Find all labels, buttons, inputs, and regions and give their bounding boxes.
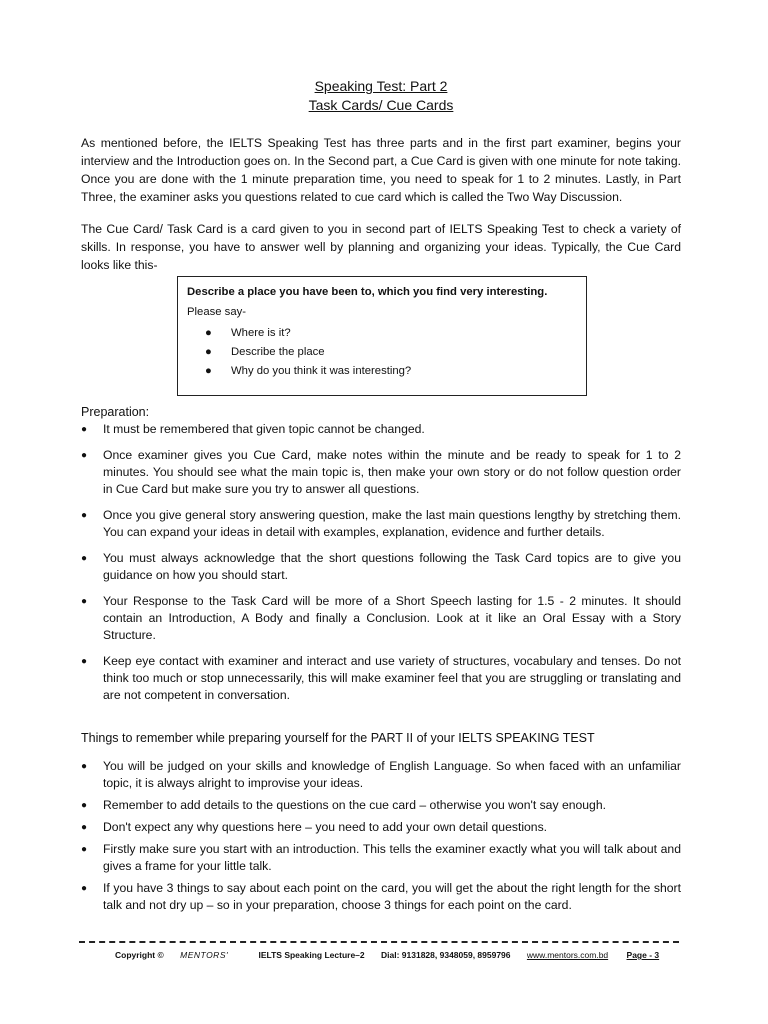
bullet-icon: ●	[81, 553, 88, 564]
page-title: Speaking Test: Part 2	[314, 78, 448, 94]
cue-card-item	[187, 324, 577, 343]
cue-card-item-text: Why do you think it was interesting?	[231, 365, 412, 377]
things-item	[81, 841, 681, 875]
cue-card-item-text: Where is it?	[231, 327, 291, 339]
preparation-item-text: Keep eye contact with examiner and interact and use variety of structures, vocabulary and tenses. Do not think too much or stop unnecessarily, this will make examiner feel that you are struggling or translating and are not competent in conversation.	[103, 654, 681, 702]
cue-card-item	[187, 362, 577, 381]
things-item	[81, 797, 681, 814]
bullet-icon: ●	[81, 822, 88, 833]
things-item-text: Remember to add details to the questions on the cue card – otherwise you won't say enough.	[103, 798, 606, 812]
bullet-icon: ●	[81, 800, 88, 811]
preparation-item	[81, 421, 681, 438]
footer-dial: Dial: 9131828, 9348059, 8959796	[381, 950, 511, 960]
cue-card-box	[177, 276, 587, 396]
footer-lecture: IELTS Speaking Lecture–2	[258, 950, 365, 960]
footer-page-number: Page - 3	[626, 950, 660, 960]
footer-divider	[79, 941, 679, 943]
cue-card-list	[187, 324, 577, 381]
footer-brand-logo: MENTORS'	[180, 950, 229, 960]
preparation-item-text: It must be remembered that given topic cannot be changed.	[103, 422, 425, 436]
intro-paragraph: As mentioned before, the IELTS Speaking Test has three parts and in the first part examiner, begins your interview and the Introduction goes on. In the Second part, a Cue Card is given with one minute for note taking. Once you are done with the 1 minute preparation time, you need to speak for 1 to 2 minutes. Lastly, in Part Three, the examiner asks you questions related to cue card which is called the Two Way Discussion.	[81, 136, 681, 204]
cue-card-item-text: Describe the place	[231, 346, 325, 358]
bullet-icon: ●	[81, 844, 88, 855]
bullet-icon: ●	[81, 656, 88, 667]
preparation-item-text: You must always acknowledge that the short questions following the Task Card topics are to give you guidance on how you should start.	[103, 551, 681, 582]
bullet-icon: ●	[205, 346, 212, 358]
things-item-text: You will be judged on your skills and knowledge of English Language. So when faced with an unfamiliar topic, it is always alright to improvise your ideas.	[103, 759, 681, 790]
preparation-item-text: Once examiner gives you Cue Card, make notes within the minute and be ready to speak for 1 to 2 minutes. You should see what the main topic is, then make your own story or do not follow question order in Cue Card but make sure you try to answer all questions.	[103, 448, 681, 496]
preparation-item	[81, 593, 681, 644]
preparation-item	[81, 653, 681, 704]
bullet-icon: ●	[205, 327, 212, 339]
things-item-text: Firstly make sure you start with an introduction. This tells the examiner exactly what you will talk about and gives a frame for your little talk.	[103, 842, 681, 873]
preparation-heading: Preparation:	[81, 405, 150, 419]
preparation-item	[81, 507, 681, 541]
bullet-icon: ●	[81, 424, 88, 435]
footer-copyright	[115, 950, 242, 960]
things-item-text: Don't expect any why questions here – you need to add your own detail questions.	[103, 820, 548, 834]
things-to-remember-heading: Things to remember while preparing yourself for the PART II of your IELTS SPEAKING TEST	[81, 731, 595, 745]
preparation-item	[81, 447, 681, 498]
preparation-item-text: Your Response to the Task Card will be more of a Short Speech lasting for 1.5 - 2 minutes. It should contain an Introduction, A Body and finally a Conclusion. Look at it like an Oral Essay with a Story Structure.	[103, 594, 681, 642]
things-item	[81, 819, 681, 836]
preparation-item-text: Once you give general story answering question, make the last main questions lengthy by stretching them. You can expand your ideas in detail with examples, explanation, evidence and further details.	[103, 508, 681, 539]
cue-card-heading: Describe a place you have been to, which you find very interesting.	[187, 286, 548, 298]
preparation-list	[81, 421, 681, 713]
footer-copyright-text: Copyright ©	[115, 950, 164, 960]
page-subtitle: Task Cards/ Cue Cards	[308, 97, 454, 113]
cue-card-item	[187, 343, 577, 362]
bullet-icon: ●	[81, 596, 88, 607]
bullet-icon: ●	[205, 365, 212, 377]
page-footer	[115, 948, 675, 962]
bullet-icon: ●	[81, 883, 88, 894]
things-item-text: If you have 3 things to say about each point on the card, you will get the about the right length for the short talk and not dry up – so in your preparation, choose 3 things for each point on the card.	[103, 881, 681, 912]
cue-card-paragraph: The Cue Card/ Task Card is a card given to you in second part of IELTS Speaking Test to check a variety of skills. In response, you have to answer well by planning and organizing your ideas. Typically, the Cue Card looks like this-	[81, 222, 681, 272]
cue-card-please-say: Please say-	[187, 306, 247, 318]
things-to-remember-list	[81, 758, 681, 919]
bullet-icon: ●	[81, 510, 88, 521]
bullet-icon: ●	[81, 761, 88, 772]
bullet-icon: ●	[81, 450, 88, 461]
things-item	[81, 758, 681, 792]
things-item	[81, 880, 681, 914]
footer-website-link[interactable]: www.mentors.com.bd	[526, 950, 609, 960]
preparation-item	[81, 550, 681, 584]
